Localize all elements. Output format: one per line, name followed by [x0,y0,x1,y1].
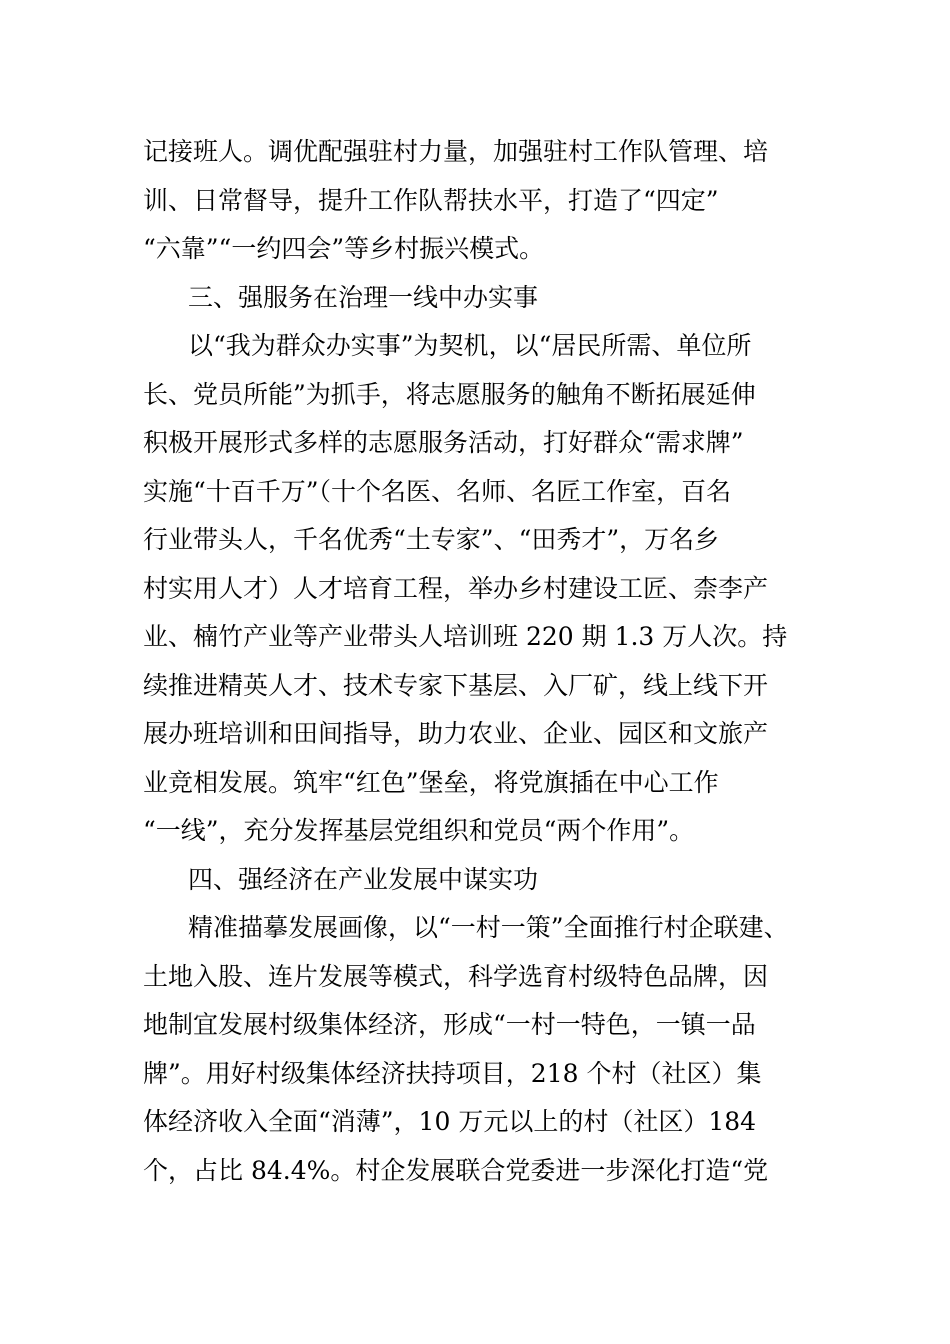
text-line: 实施“十百千万”（十个名医、名师、名匠工作室，百名 [143,476,732,506]
text-line: 续推进精英人才、技术专家下基层、入厂矿，线上线下开 [143,670,769,700]
section-heading: 四、强经济在产业发展中谋实功 [188,864,539,894]
text-line: 地制宜发展村级集体经济，形成“一村一特色，一镇一品 [143,1010,756,1039]
text-line: 村实用人才）人才培育工程，举办乡村建设工匠、柰李产 [143,573,769,603]
text-line: 展办班培训和田间指导，助力农业、企业、园区和文旅产 [143,719,769,748]
text-line: 训、日常督导，提升工作队帮扶水平，打造了“四定” [143,185,719,215]
text-line: “六靠”“一约四会”等乡村振兴模式。 [143,234,545,263]
text-line: 业竞相发展。筑牢“红色”堡垒，将党旗插在中心工作 [143,767,719,797]
text-line: 精准描摹发展画像，以“一村一策”全面推行村企联建、 [188,913,789,942]
text-line: 土地入股、连片发展等模式，科学选育村级特色品牌，因 [143,961,769,991]
text-line: 体经济收入全面“消薄”，10 万元以上的村（社区）184 [143,1107,757,1136]
text-line: “一线”，充分发挥基层党组织和党员“两个作用”。 [143,816,695,845]
text-line: 业、楠竹产业等产业带头人培训班 220 期 1.3 万人次。持 [143,622,788,651]
text-line: 个，占比 84.4%。村企发展联合党委进一步深化打造“党 [143,1155,769,1185]
text-line: 长、党员所能”为抓手，将志愿服务的触角不断拓展延伸 [143,379,756,409]
section-heading: 三、强服务在治理一线中办实事 [188,282,539,312]
body-text [143,128,823,1195]
text-line: 以“我为群众办实事”为契机，以“居民所需、单位所 [188,331,752,360]
text-line: 积极开展形式多样的志愿服务活动，打好群众“需求牌” [143,428,744,457]
text-line: 记接班人。调优配强驻村力量，加强驻村工作队管理、培 [143,137,769,166]
text-line: 牌”。用好村级集体经济扶持项目，218 个村（社区）集 [143,1058,762,1088]
text-line: 行业带头人，千名优秀“土专家”、“田秀才”，万名乡 [143,525,720,554]
